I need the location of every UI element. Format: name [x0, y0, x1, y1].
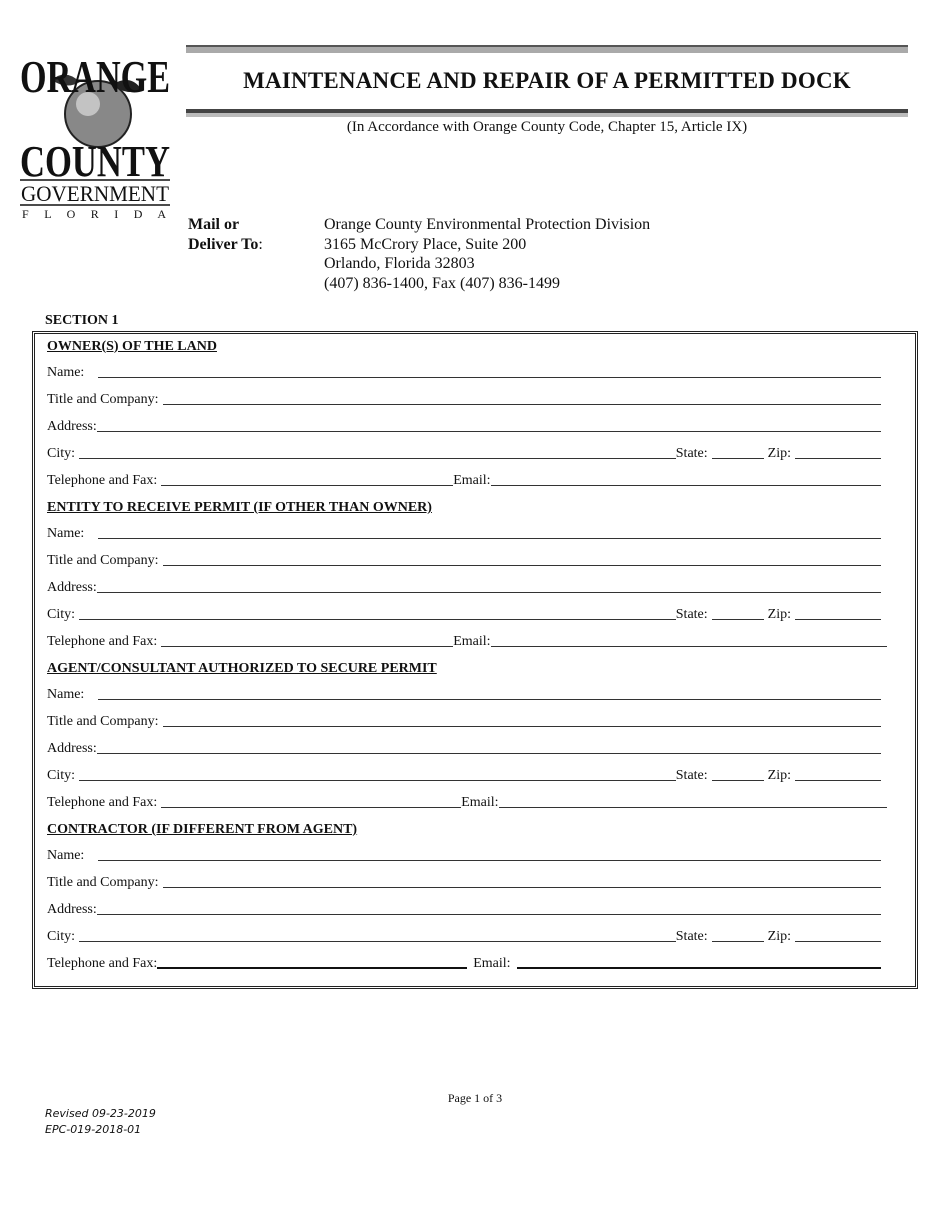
- agent-email-field[interactable]: [499, 795, 887, 808]
- zip-label: Zip:: [767, 768, 791, 783]
- mail-address-line: Orlando, Florida 32803: [324, 255, 475, 272]
- section-1-form: [32, 331, 918, 989]
- owner-contact-row: [47, 469, 881, 489]
- owner-title-row: [47, 388, 881, 408]
- header-bottom-rule: [186, 109, 908, 117]
- agent-telephone-fax-field[interactable]: [161, 795, 461, 808]
- city-label: City:: [47, 607, 76, 622]
- contractor-title-row: [47, 871, 881, 891]
- zip-label: Zip:: [767, 929, 791, 944]
- agent-address-field[interactable]: [97, 741, 881, 754]
- heading-owner: OWNER(S) OF THE LAND: [47, 339, 217, 354]
- entity-zip-field[interactable]: [795, 607, 881, 620]
- agent-zip-field[interactable]: [795, 768, 881, 781]
- owner-name-row: [47, 361, 881, 381]
- telephone-fax-label: Telephone and Fax:: [47, 956, 158, 971]
- telephone-fax-label: Telephone and Fax:: [47, 634, 158, 649]
- owner-title-company-field[interactable]: [163, 392, 882, 405]
- city-label: City:: [47, 446, 76, 461]
- agent-name-row: [47, 683, 881, 703]
- agent-state-field[interactable]: [712, 768, 764, 781]
- telephone-fax-label: Telephone and Fax:: [47, 795, 158, 810]
- logo-text-county: COUNTY: [20, 137, 170, 186]
- address-label: Address:: [47, 419, 97, 434]
- owner-address-field[interactable]: [97, 419, 881, 432]
- entity-contact-row: [47, 630, 887, 650]
- mail-address-line: Orange County Environmental Protection Division: [324, 216, 651, 233]
- contractor-name-field[interactable]: [98, 848, 881, 861]
- contractor-name-row: [47, 844, 881, 864]
- owner-zip-field[interactable]: [795, 446, 881, 459]
- owner-state-field[interactable]: [712, 446, 764, 459]
- mail-label-line2: Deliver To: [188, 236, 259, 253]
- address-label: Address:: [47, 580, 97, 595]
- agent-city-field[interactable]: [79, 768, 676, 781]
- owner-city-field[interactable]: [79, 446, 676, 459]
- email-label: Email:: [453, 634, 491, 649]
- orange-county-logo: [18, 44, 173, 224]
- owner-telephone-fax-field[interactable]: [161, 473, 453, 486]
- contractor-title-company-field[interactable]: [163, 875, 882, 888]
- contractor-contact-row: [47, 952, 881, 972]
- name-label: Name:: [47, 526, 85, 541]
- contractor-email-field[interactable]: [517, 955, 881, 969]
- entity-address-row: [47, 576, 881, 596]
- state-label: State:: [675, 607, 708, 622]
- contractor-city-field[interactable]: [79, 929, 676, 942]
- heading-agent: AGENT/CONSULTANT AUTHORIZED TO SECURE PERMIT: [47, 661, 437, 676]
- page-subtitle: (In Accordance with Orange County Code, Chapter 15, Article IX): [346, 119, 748, 135]
- agent-name-field[interactable]: [98, 687, 881, 700]
- state-label: State:: [675, 446, 708, 461]
- email-label: Email:: [453, 473, 491, 488]
- footer-form-id: EPC-019-2018-01: [45, 1123, 142, 1136]
- agent-contact-row: [47, 791, 887, 811]
- section-label: SECTION 1: [45, 313, 119, 328]
- title-company-label: Title and Company:: [47, 553, 159, 568]
- name-label: Name:: [47, 687, 85, 702]
- agent-city-row: [47, 764, 881, 784]
- entity-telephone-fax-field[interactable]: [161, 634, 453, 647]
- title-company-label: Title and Company:: [47, 714, 159, 729]
- mail-address-line: 3165 McCrory Place, Suite 200: [324, 235, 527, 253]
- entity-title-row: [47, 549, 881, 569]
- logo-text-orange: ORANGE: [20, 51, 170, 102]
- entity-address-field[interactable]: [97, 580, 881, 593]
- agent-title-row: [47, 710, 881, 730]
- name-label: Name:: [47, 848, 85, 863]
- entity-city-field[interactable]: [79, 607, 676, 620]
- state-label: State:: [675, 929, 708, 944]
- entity-title-company-field[interactable]: [163, 553, 882, 566]
- city-label: City:: [47, 929, 76, 944]
- contractor-address-field[interactable]: [97, 902, 881, 915]
- zip-label: Zip:: [767, 607, 791, 622]
- footer-revised: Revised 09-23-2019: [45, 1107, 156, 1120]
- contractor-zip-field[interactable]: [795, 929, 881, 942]
- agent-address-row: [47, 737, 881, 757]
- heading-entity: ENTITY TO RECEIVE PERMIT (IF OTHER THAN OWNER): [47, 500, 432, 515]
- mail-label: [188, 215, 263, 255]
- email-label: Email:: [473, 956, 511, 971]
- contractor-telephone-fax-field[interactable]: [157, 955, 467, 969]
- entity-name-row: [47, 522, 881, 542]
- entity-name-field[interactable]: [98, 526, 881, 539]
- name-label: Name:: [47, 365, 85, 380]
- city-label: City:: [47, 768, 76, 783]
- contractor-state-field[interactable]: [712, 929, 764, 942]
- owner-email-field[interactable]: [491, 473, 881, 486]
- contractor-address-row: [47, 898, 881, 918]
- owner-name-field[interactable]: [98, 365, 881, 378]
- agent-title-company-field[interactable]: [163, 714, 882, 727]
- footer: [45, 1106, 156, 1138]
- logo-text-florida: F L O R I D A: [22, 207, 166, 221]
- page-number: Page 1 of 3: [447, 1091, 503, 1105]
- owner-address-row: [47, 415, 881, 435]
- mail-address: [324, 215, 650, 293]
- zip-label: Zip:: [767, 446, 791, 461]
- state-label: State:: [675, 768, 708, 783]
- address-label: Address:: [47, 741, 97, 756]
- contractor-city-row: [47, 925, 881, 945]
- entity-state-field[interactable]: [712, 607, 764, 620]
- title-company-label: Title and Company:: [47, 392, 159, 407]
- address-label: Address:: [47, 902, 97, 917]
- telephone-fax-label: Telephone and Fax:: [47, 473, 158, 488]
- entity-email-field[interactable]: [491, 634, 887, 647]
- page-title: MAINTENANCE AND REPAIR OF A PERMITTED DOCK: [243, 68, 851, 93]
- header-top-rule: [186, 45, 908, 53]
- email-label: Email:: [461, 795, 499, 810]
- owner-city-row: [47, 442, 881, 462]
- heading-contractor: CONTRACTOR (IF DIFFERENT FROM AGENT): [47, 822, 358, 837]
- mail-label-line1: Mail or: [188, 216, 240, 233]
- title-company-label: Title and Company:: [47, 875, 159, 890]
- mail-address-line: (407) 836-1400, Fax (407) 836-1499: [324, 274, 560, 292]
- logo-text-government: GOVERNMENT: [21, 181, 170, 206]
- entity-city-row: [47, 603, 881, 623]
- mail-label-colon: :: [258, 236, 263, 253]
